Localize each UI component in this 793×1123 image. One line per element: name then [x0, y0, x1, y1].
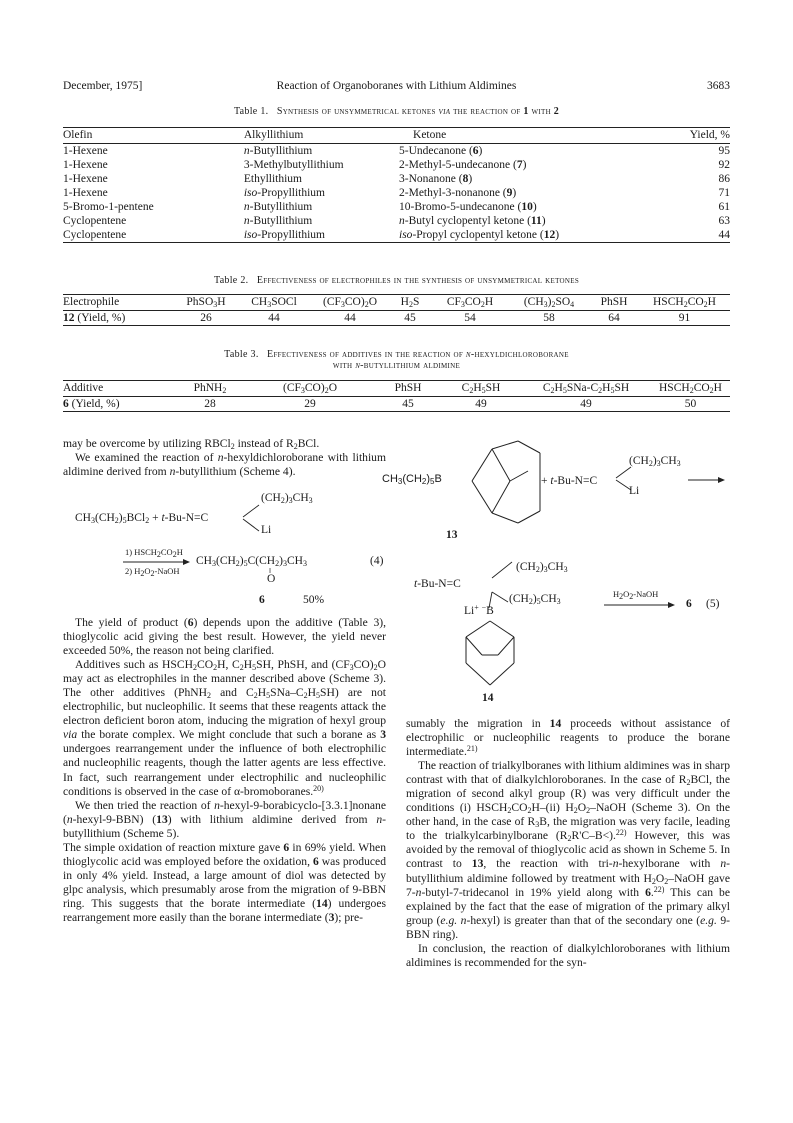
- scheme4-bonds: [241, 501, 263, 533]
- table2: [63, 294, 730, 326]
- table1-cell: 2-Methyl-5-undecanone (7): [399, 159, 527, 171]
- table1-cell: Cyclopentene: [63, 229, 127, 241]
- table1-cell: 1-Hexene: [63, 187, 108, 199]
- table3-caption: [63, 349, 730, 371]
- table3-cell: 45: [402, 398, 414, 410]
- table-row: [63, 186, 730, 200]
- scheme5-arrow-1: [688, 476, 726, 484]
- scheme5-arrow-2: [604, 601, 676, 609]
- table1-cell: 5-Undecanone (6): [399, 145, 483, 157]
- table1-cell: Ethyllithium: [243, 173, 302, 185]
- table1-header-yield: Yield, %: [689, 129, 730, 141]
- right-column-body: [406, 717, 730, 970]
- scheme5-borane: $CH_3(CH_2)_5B$: [382, 473, 442, 486]
- header-date: December, 1975]: [63, 80, 143, 92]
- scheme4-carbonyl: O: [267, 573, 276, 585]
- scheme5-adduct-bond-top: [490, 558, 516, 580]
- paragraph: The reaction of trialkylboranes with lithium aldimines was in sharp contrast with that of dialkylchloroboranes. In the case of $R_2BCl$, the migration of second alkyl group (R) was very difficult under the conditions (i) $HSCH_2CO_2H-(ii)$ $H_2O_2$–NaOH (Scheme 3). On the other hand, in the case of $R_3B$, the migration was very facile, leading to the trialkylcarbinylborane $(R_2R'C-B<).^{22)}$ However, this was avoided by the removal of thioglycolic acid as shown in Scheme 5. In contrast to 13, the reaction with tri-n-hexylborane with n-butyllithium aldimine followed by treatment with $H_2O_2$–NaOH gave 7-n-butyl-7-tridecanol in 19% yield along with 6.$^{22)}$ This can be explained by the fact that the ease of migration of the primary alkyl group (e.g. n-hexyl) is greater than that of the secondary one (e.g. 9-BBN ring).: [406, 759, 731, 941]
- table-row: [63, 311, 730, 326]
- scheme5-eq-number: (5): [706, 598, 720, 610]
- scheme4-eq-number: (4): [370, 555, 384, 567]
- table3-title-cont: with n-butyllithium aldimine: [332, 360, 461, 371]
- table3-label: Table 3.: [224, 349, 259, 360]
- table2-cell: $H_2S$: [400, 296, 420, 309]
- table1-title: Synthesis of unsymmetrical ketones via the reaction of 1 with 2: [276, 106, 560, 117]
- table1-header-row: [63, 128, 730, 144]
- table1-cell: 61: [718, 201, 730, 213]
- table2-cell: 12 (Yield, %): [63, 312, 126, 324]
- table1-cell: 1-Hexene: [63, 159, 108, 171]
- scheme-4: [63, 492, 386, 607]
- paragraph: We examined the reaction of n-hexyldichloroborane with lithium aldimine derived from n-butyllithium (Scheme 4).: [63, 451, 386, 479]
- scheme5-substituent-bottom: Li: [629, 485, 640, 497]
- table-row: [63, 200, 730, 214]
- table3-cell: 29: [304, 398, 316, 410]
- table2-cell: 44: [344, 312, 356, 324]
- table1-header-olefin: Olefin: [63, 129, 93, 141]
- table-row: [63, 397, 730, 412]
- table3-cell: 50: [684, 398, 697, 410]
- table1-cell: 92: [718, 159, 730, 171]
- table3-cell: PhSH: [394, 382, 422, 394]
- left-column-intro: [63, 437, 386, 479]
- scheme4-conditions-2: 2) $H_2O_2$-NaOH: [125, 566, 180, 578]
- table3-cell: $(CF_3CO)_2O$: [282, 382, 338, 395]
- scheme5-adduct-top: $(CH_2)_3CH_3$: [516, 561, 568, 574]
- table2-cell: $HSCH_2CO_2H$: [653, 296, 716, 309]
- table2-caption: [63, 275, 730, 286]
- table1: [63, 127, 730, 243]
- table3-cell: 49: [475, 398, 487, 410]
- table1-label: Table 1.: [233, 106, 269, 117]
- table1-cell: 71: [718, 187, 730, 199]
- table2-cell: 45: [404, 312, 416, 324]
- table1-cell: 1-Hexene: [63, 173, 108, 185]
- table2-cell: 44: [268, 312, 280, 324]
- table2-cell: $(CF_3CO)_2O$: [322, 296, 378, 309]
- scheme5-adduct-boron: Li+ −B: [464, 603, 494, 617]
- scheme4-substituent-bottom: Li: [261, 524, 272, 536]
- scheme5-adduct-imine: t-Bu-N=C: [414, 578, 461, 590]
- paragraph: sumably the migration in 14 proceeds without assistance of electrophilic or nucleophilic reagents to produce the borane intermediate.$^{21)}$: [406, 717, 730, 759]
- table1-cell: 5-Bromo-1-pentene: [63, 201, 154, 213]
- paragraph: The simple oxidation of reaction mixture gave 6 in 69% yield. When thioglycolic acid was employed before the oxidation, 6 was produced in only 4% yield. Instead, a large amount of diol was detected by glpc analysis, which presumably arose from the migration of 9-BBN ring. This suggests that the borate intermediate (14) undergoes rearrangement more easily than the borane intermediate (3); pre-: [63, 840, 386, 924]
- table1-caption: [63, 106, 730, 117]
- table1-cell: iso-Propyllithium: [243, 229, 326, 241]
- table3-cell: $C_2H_5SNa-C_2H_5SH$: [542, 382, 630, 395]
- table3-title: Effectiveness of additives in the reaction of n-hexyldichloroborane: [267, 349, 569, 360]
- scheme4-substituent-top: $(CH_2)_3CH_3$: [261, 492, 313, 505]
- table2-cell: PhSO$_3$H: [186, 296, 226, 309]
- left-column-body: [63, 616, 386, 925]
- scheme5-conditions: $H_2O_2$-NaOH: [613, 589, 659, 601]
- table3-header-row: [63, 381, 730, 397]
- table2-body: [63, 311, 730, 326]
- table1-cell: iso-Propyllithium: [243, 187, 326, 199]
- scheme5-product: 6: [686, 598, 692, 610]
- table1-header-alkyllithium: Alkyllithium: [243, 129, 304, 141]
- scheme5-substituent-top: $(CH_2)_3CH_3$: [629, 455, 681, 468]
- table1-cell: Cyclopentene: [63, 215, 127, 227]
- table1-cell: n-Butyllithium: [243, 215, 313, 227]
- bicyclononane-structure-14: [458, 619, 522, 689]
- paragraph: The yield of product (6) depends upon the additive (Table 3), thioglycolic acid giving the best result. However, the yield never exceeded 50%, the reason not being clarified.: [63, 616, 386, 658]
- scheme4-arrow: [123, 558, 191, 566]
- table2-cell: 64: [608, 312, 620, 324]
- table1-cell: 10-Bromo-5-undecanone (10): [399, 201, 537, 213]
- page-number: 3683: [707, 80, 730, 92]
- table2-cell: Electrophile: [63, 296, 120, 308]
- table1-cell: n-Butyllithium: [243, 145, 313, 157]
- table3-body: [63, 397, 730, 412]
- paragraph: We then tried the reaction of n-hexyl-9-borabicyclo-[3.3.1]nonane (n-hexyl-9-BBN) (13) with lithium aldimine derived from n-butyllithium (Scheme 5).: [63, 798, 386, 840]
- scheme4-product: $CH_3(CH_2)_5C(CH_2)_3CH_3$: [196, 555, 307, 568]
- paragraph: In conclusion, the reaction of dialkylchloroboranes with lithium aldimines is recommended for the syn-: [406, 941, 730, 969]
- table2-cell: PhSH: [600, 296, 628, 308]
- table1-cell: 3-Nonanone (8): [399, 173, 473, 185]
- table2-cell: $CF_3CO_2H$: [446, 296, 494, 309]
- running-header: [63, 80, 730, 94]
- paragraph: may be overcome by utilizing RBCl$_2$ instead of $R_2BCl$.: [63, 437, 320, 451]
- scheme4-double-bond-icon: ‖: [269, 567, 271, 575]
- table3-cell: 28: [204, 398, 216, 410]
- scheme4-yield: 50%: [303, 594, 325, 606]
- table-row: [63, 228, 730, 243]
- table2-label: Table 2.: [213, 275, 249, 286]
- scheme5-adduct-chain: $(CH_2)_5CH_3$: [509, 593, 561, 606]
- table2-cell: 58: [543, 312, 555, 324]
- table1-cell: 1-Hexene: [63, 145, 108, 157]
- table1-cell: 63: [718, 215, 730, 227]
- table-row: [63, 158, 730, 172]
- table-row: [63, 172, 730, 186]
- table1-header-ketone: Ketone: [413, 129, 447, 141]
- table1-cell: 2-Methyl-3-nonanone (9): [399, 187, 517, 199]
- table3-cell: PhNH$_2$: [193, 382, 227, 395]
- header-title: Reaction of Organoboranes with Lithium Aldimines: [276, 80, 517, 92]
- table1-cell: n-Butyl cyclopentyl ketone (11): [399, 215, 546, 227]
- scheme5-aldimine: + t-Bu-N=C: [541, 475, 598, 487]
- table2-title: Effectiveness of electrophiles in the synthesis of unsymmetrical ketones: [256, 275, 580, 286]
- table1-cell: 44: [718, 229, 730, 241]
- table3-cell: Additive: [63, 382, 104, 394]
- scheme-5: [382, 437, 730, 717]
- table2-cell: $CH_3SOCl$: [251, 296, 297, 309]
- table-row: [63, 214, 730, 228]
- scheme4-reagent: $CH_3(CH_2)_5BCl_2 + t-Bu-N=C$: [75, 512, 209, 525]
- table1-cell: iso-Propyl cyclopentyl ketone (12): [399, 229, 560, 241]
- table1-cell: 86: [718, 173, 730, 185]
- table3-cell: $HSCH_2CO_2H$: [659, 382, 722, 395]
- compound-13-label: 13: [446, 529, 458, 541]
- table2-cell: 91: [678, 312, 691, 324]
- table2-cell: 54: [464, 312, 476, 324]
- table2-cell: $(CH_3)_2SO_4$: [523, 296, 575, 309]
- paragraph: Additives such as $HSCH_2CO_2H$, $C_2H_5SH$, PhSH, and $(CF_3CO)_2O$ may act as electrophiles in the manner described above (Scheme 3). The other additives (PhNH$_2$ and $C_2H_5SNa-C_2H_5SH$) are not electrophilic, but nucleophilic. It seems that these reagents attack the electron deficient boron atom, inducing the migration of hexyl group via the borate complex. We might conclude that such a borane as 3 undergoes rearrangement under the influence of both electrophilic and nucleophilic reagents, though the latter agents are less effective. In fact, such rearrangement under electrophilic and nucleophilic conditions is observed in the case of α-bromoboranes.$^{20)}$: [63, 658, 386, 798]
- scheme4-compound: 6: [259, 594, 265, 606]
- table1-cell: 95: [718, 145, 730, 157]
- scheme4-conditions-1: 1) $HSCH_2CO_2H$: [125, 547, 183, 559]
- table3-cell: $C_2H_5SH$: [461, 382, 501, 395]
- table1-cell: n-Butyllithium: [243, 201, 313, 213]
- table3-cell: 49: [580, 398, 592, 410]
- table3-cell: 6 (Yield, %): [63, 398, 120, 410]
- bicyclononane-structure-13: [470, 437, 550, 527]
- table2-header-row: [63, 295, 730, 311]
- table2-cell: 26: [200, 312, 212, 324]
- table1-cell: 3-Methylbutyllithium: [243, 159, 344, 171]
- table1-body: [63, 144, 730, 243]
- table-row: [63, 144, 730, 159]
- table3: [63, 380, 730, 412]
- compound-14-label: 14: [482, 692, 494, 704]
